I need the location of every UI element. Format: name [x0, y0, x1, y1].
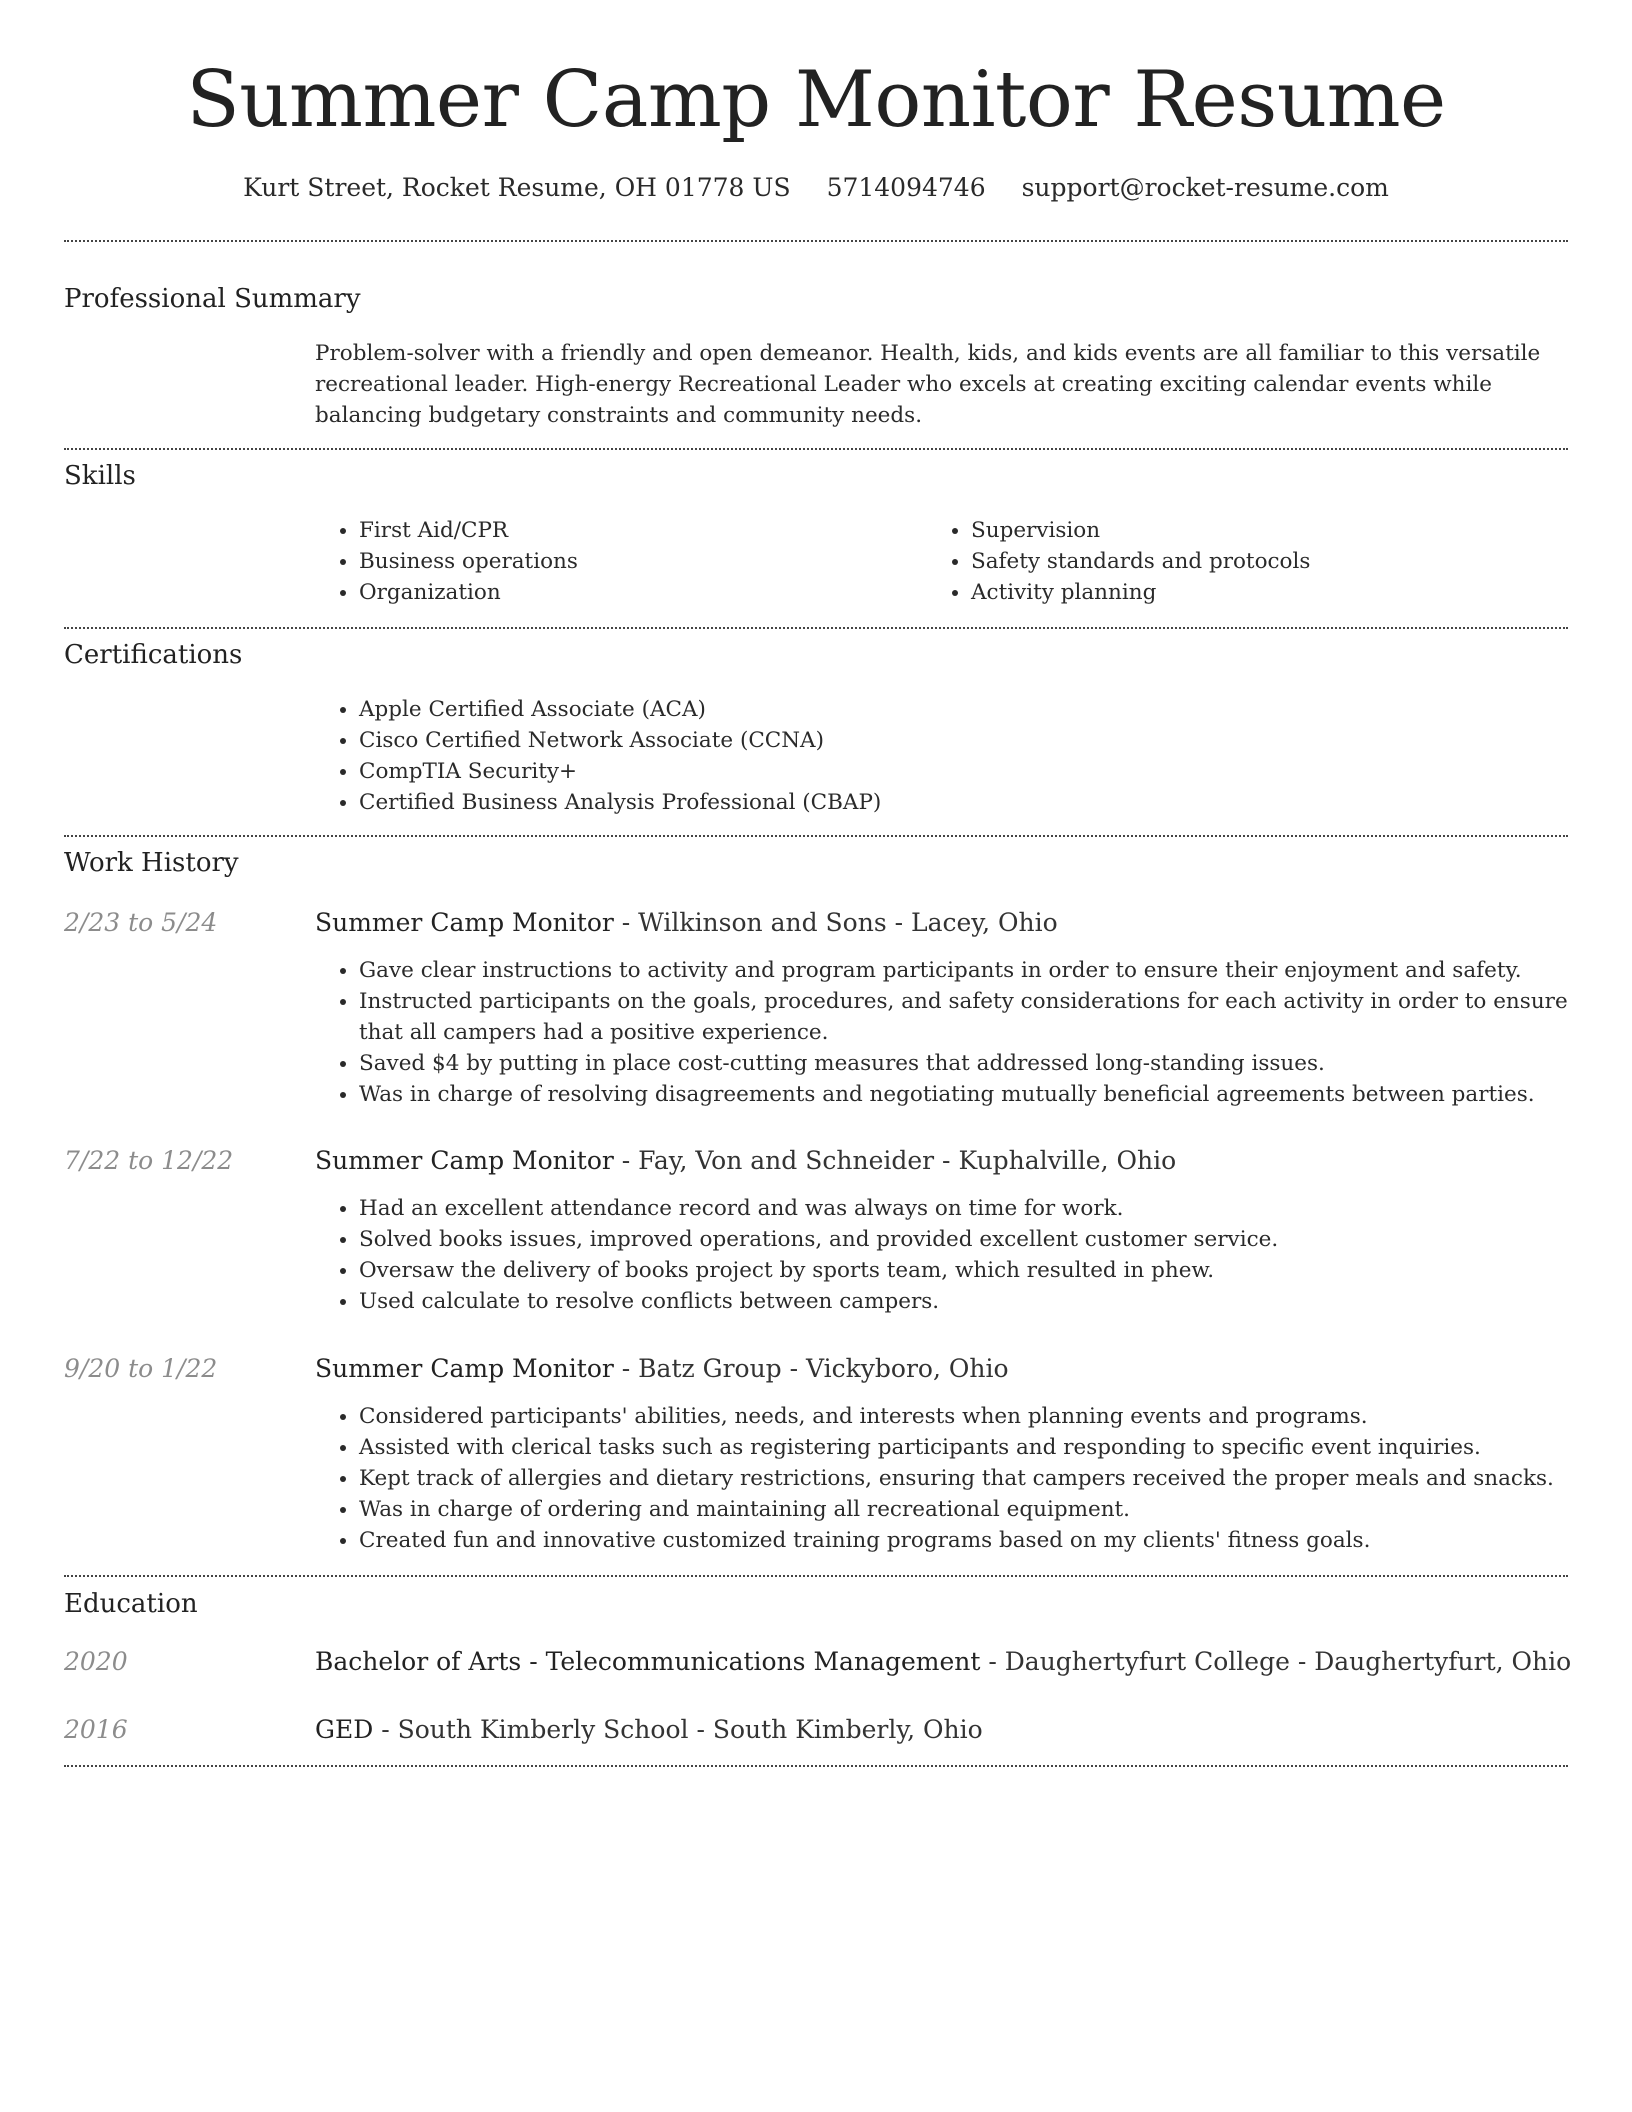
- education-details: - Daughertyfurt College - Daughertyfurt, Ohio: [980, 1647, 1572, 1676]
- contact-phone: 5714094746: [826, 173, 986, 202]
- education-degree: GED: [315, 1715, 374, 1744]
- skill-item: • Organization: [359, 577, 919, 608]
- job-bullet: • Saved $4 by putting in place cost-cutting measures that addressed long-standing issues.: [359, 1048, 1599, 1079]
- section-title-work-history: Work History: [64, 848, 239, 878]
- certification-item: • CompTIA Security+: [359, 756, 1559, 787]
- contact-line: [0, 170, 1632, 206]
- section-title-certifications: Certifications: [64, 640, 243, 670]
- job-title: Summer Camp Monitor: [315, 908, 614, 937]
- skills-list-left: [315, 515, 919, 608]
- skill-item: • First Aid/CPR: [359, 515, 919, 546]
- skill-item: • Business operations: [359, 546, 919, 577]
- job-heading: [315, 1143, 1565, 1179]
- job-bullet: • Gave clear instructions to activity and program participants in order to ensure their enjoyment and safety.: [359, 955, 1599, 986]
- education-degree: Bachelor of Arts - Telecommunications Management: [315, 1647, 981, 1676]
- divider: [64, 835, 1568, 837]
- job-bullet: • Was in charge of ordering and maintaining all recreational equipment.: [359, 1494, 1599, 1525]
- certification-item: • Certified Business Analysis Professional (CBAP): [359, 787, 1559, 818]
- divider: [64, 1575, 1568, 1577]
- education-heading: [315, 1644, 1572, 1680]
- job-dates: 7/22 to 12/22: [64, 1146, 234, 1175]
- job-bullet: • Used calculate to resolve conflicts between campers.: [359, 1286, 1599, 1317]
- job-dates: 2/23 to 5/24: [64, 908, 218, 937]
- education-year: 2016: [64, 1715, 128, 1744]
- section-title-skills: Skills: [64, 461, 136, 491]
- certification-item: • Cisco Certified Network Associate (CCNA): [359, 725, 1559, 756]
- job-bullet: • Had an excellent attendance record and was always on time for work.: [359, 1193, 1599, 1224]
- job-bullet: • Considered participants' abilities, needs, and interests when planning events and programs.: [359, 1401, 1599, 1432]
- certifications-list: [315, 694, 1559, 818]
- section-title-summary: Professional Summary: [64, 284, 361, 314]
- job-heading: [315, 1351, 1565, 1387]
- job-bullet: • Assisted with clerical tasks such as registering participants and responding to specific event inquiries.: [359, 1432, 1599, 1463]
- contact-email: support@rocket-resume.com: [1021, 173, 1389, 202]
- job-bullet: • Was in charge of resolving disagreements and negotiating mutually beneficial agreements between parties.: [359, 1079, 1599, 1110]
- certification-item: • Apple Certified Associate (ACA): [359, 694, 1559, 725]
- job-title: Summer Camp Monitor: [315, 1354, 614, 1383]
- skill-item: • Supervision: [971, 515, 1571, 546]
- job-heading: [315, 905, 1565, 941]
- section-title-education: Education: [64, 1589, 198, 1619]
- education-details: - South Kimberly School - South Kimberly, Ohio: [373, 1715, 983, 1744]
- job-bullet: • Oversaw the delivery of books project by sports team, which resulted in phew.: [359, 1255, 1599, 1286]
- divider: [64, 1765, 1568, 1767]
- job-bullets: [315, 1401, 1599, 1556]
- job-bullet: • Created fun and innovative customized training programs based on my clients' fitness goals.: [359, 1525, 1599, 1556]
- job-dates: 9/20 to 1/22: [64, 1354, 218, 1383]
- job-bullet: • Solved books issues, improved operations, and provided excellent customer service.: [359, 1224, 1599, 1255]
- divider: [64, 627, 1568, 629]
- summary-text: Problem-solver with a friendly and open demeanor. Health, kids, and kids events are all familiar to this versatile recreational leader. High-energy Recreational Leader who excels at creating exciting calendar events while balancing budgetary constraints and community needs.: [315, 341, 1541, 428]
- resume-title: Summer Camp Monitor Resume: [186, 55, 1446, 145]
- contact-address: Kurt Street, Rocket Resume, OH 01778 US: [243, 173, 791, 202]
- skill-item: • Safety standards and protocols: [971, 546, 1571, 577]
- skills-list-right: [927, 515, 1571, 608]
- job-details: - Fay, Von and Schneider - Kuphalville, Ohio: [613, 1146, 1177, 1175]
- job-title: Summer Camp Monitor: [315, 1146, 614, 1175]
- skill-item: • Activity planning: [971, 577, 1571, 608]
- divider: [64, 240, 1568, 242]
- job-details: - Wilkinson and Sons - Lacey, Ohio: [613, 908, 1058, 937]
- job-bullets: [315, 1193, 1599, 1317]
- education-heading: [315, 1712, 1565, 1748]
- job-details: - Batz Group - Vickyboro, Ohio: [613, 1354, 1009, 1383]
- divider: [64, 448, 1568, 450]
- job-bullet: • Instructed participants on the goals, procedures, and safety considerations for each activity in order to ensure that all campers had a positive experience.: [359, 986, 1599, 1048]
- job-bullet: • Kept track of allergies and dietary restrictions, ensuring that campers received the proper meals and snacks.: [359, 1463, 1599, 1494]
- job-bullets: [315, 955, 1599, 1110]
- education-year: 2020: [64, 1647, 128, 1676]
